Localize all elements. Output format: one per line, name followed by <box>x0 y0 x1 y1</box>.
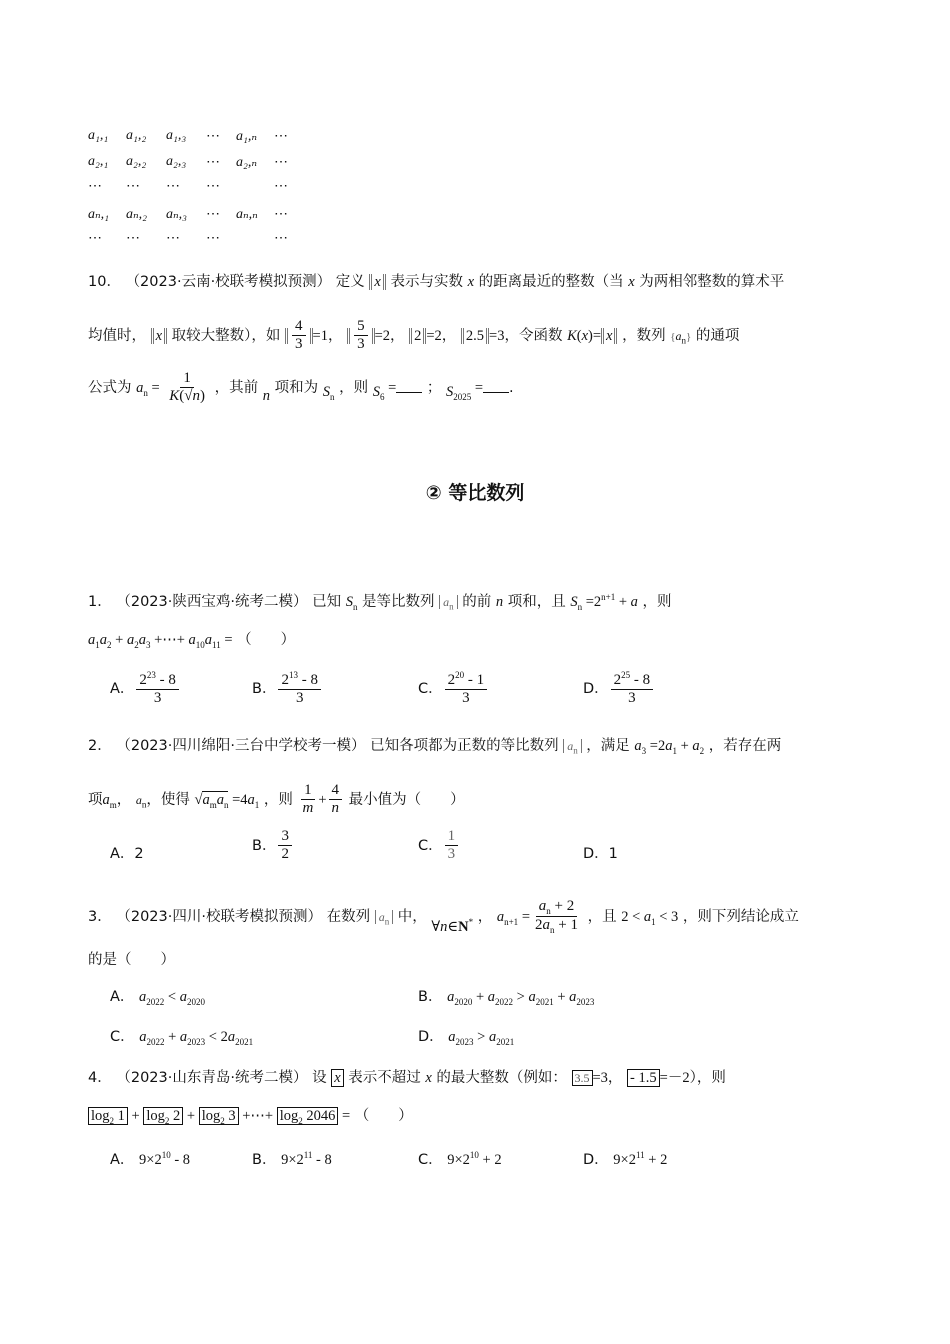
q1-option-b[interactable]: B． $\frac{2^{13} - 8}{3}$ <box>252 670 323 708</box>
q1-number: 1． <box>88 594 112 610</box>
q2-line1: 2． （2023·四川绵阳·三台中学校考一模） 已知各项都为正数的等比数列 $a_n$ ，满足 $a_3 =2a_1 + a_2$ ，若存在两 <box>88 738 782 756</box>
matrix-cell: aₙ,₂ <box>126 207 148 222</box>
matrix-cell: a₂,₃ <box>166 154 187 169</box>
matrix-cell: a₁,₃ <box>166 128 187 143</box>
q2-option-c[interactable]: C． $\frac{1}{3}$ <box>418 828 460 864</box>
q3-option-c[interactable]: C． $a_{2022} + a_{2023} < 2a_{2021}$ <box>110 1029 254 1047</box>
q4-number: 4． <box>88 1070 112 1086</box>
q3-option-b[interactable]: B． $a_{2020} + a_{2022} > a_{2021} + a_{2023}$ <box>418 989 595 1007</box>
q2-line2: 项$a_m$， $a_n$，使得 $√a_ma_n =4a_1$ ，则 $\frac{1}{m}$ + $\frac{4}{n}$ 最小值为（ ） <box>88 782 465 817</box>
matrix-cell: aₙ,ₙ <box>236 207 258 222</box>
q2-option-a[interactable]: A．2 <box>110 846 144 862</box>
section-title: ② 等比数列 <box>425 482 525 504</box>
q2-option-d[interactable]: D．1 <box>583 846 618 862</box>
matrix-cell: ⋯ <box>126 179 140 194</box>
matrix-cell: ⋯ <box>274 231 288 246</box>
matrix-cell: aₙ,₃ <box>166 207 188 222</box>
q1-option-c[interactable]: C． $\frac{2^{20} - 1}{3}$ <box>418 670 489 708</box>
matrix-cell: ⋯ <box>166 179 180 194</box>
q4-option-d[interactable]: D． $9\times 2^{11} + 2$ <box>583 1150 668 1168</box>
q2-number: 2． <box>88 738 112 754</box>
q3-source: （2023·四川·校联考模拟预测） <box>116 908 322 925</box>
matrix-cell: a₁,ₙ <box>236 129 258 144</box>
matrix-cell: a₂,₁ <box>88 154 109 169</box>
matrix-cell: a₂,ₙ <box>236 155 258 170</box>
q10-line3: 公式为 $a_n$ = $\frac{1}{K(√n)}$ ，其前 n 项和为 $S_n$ ，则 $S_6$ = ； $S_{2025}$ = . <box>88 370 514 405</box>
matrix-cell: ⋯ <box>166 231 180 246</box>
matrix-cell: aₙ,₁ <box>88 207 110 222</box>
q2-source: （2023·四川绵阳·三台中学校考一模） <box>116 738 366 754</box>
q10-line1: 10． （2023·云南·校联考模拟预测） 定义 x 表示与实数 x 的距离最近的整数（当 x 为两相邻整数的算术平 <box>88 274 785 290</box>
q1-line1: 1． （2023·陕西宝鸡·统考二模） 已知 $S_n$ 是等比数列 $a_n$ 的前 n 项和，且 $S_n =2^{n+1} + a$ ，则 <box>88 592 672 612</box>
q4-option-b[interactable]: B． $9\times 2^{11} - 8$ <box>252 1150 332 1168</box>
matrix-cell: a₁,₁ <box>88 128 109 143</box>
matrix-cell: ⋯ <box>274 207 288 222</box>
matrix-cell: ⋯ <box>126 231 140 246</box>
q3-option-d[interactable]: D． $a_{2023} > a_{2021}$ <box>418 1029 515 1047</box>
q1-source: （2023·陕西宝鸡·统考二模） <box>116 594 308 610</box>
q1-option-a[interactable]: A． $\frac{2^{23} - 8}{3}$ <box>110 670 181 708</box>
matrix-cell: ⋯ <box>206 207 220 222</box>
answer-blank-s2025[interactable] <box>483 382 509 393</box>
q3-option-a[interactable]: A． $a_{2022} < a_{2020}$ <box>110 989 205 1007</box>
q1-line2: $a_1a_2 + a_2a_3$ +⋯+ $a_{10}a_{11}$ = （ ） <box>88 632 296 650</box>
q3-number: 3． <box>88 908 112 925</box>
matrix-cell: a₁,₂ <box>126 128 147 143</box>
q2-option-b[interactable]: B． $\frac{3}{2}$ <box>252 828 294 864</box>
q4-line2: $\log_2 1 + \log_2 2 + \log_2 3$ +⋯+ $\log_2 2046$ = （ ） <box>88 1104 413 1126</box>
q10-line2: 均值时， x 取较大整数），如 $\frac{4}{3}$ =1， $\frac{5}{3}$ =2， 2 =2， 2.5 =3，令函数 K(x)= x ，数列 $\{a_n\}$ 的通项 <box>88 318 740 353</box>
q4-option-c[interactable]: C． $9\times 2^{10} + 2$ <box>418 1150 502 1168</box>
matrix-cell: ⋯ <box>206 231 220 246</box>
matrix-cell: ⋯ <box>206 155 220 170</box>
q3-line2: 的是（ ） <box>88 952 175 968</box>
matrix-cell: a₂,₂ <box>126 154 147 169</box>
answer-blank-s6[interactable] <box>396 382 422 393</box>
q10-source: （2023·云南·校联考模拟预测） <box>125 274 332 290</box>
matrix-cell: ⋯ <box>206 179 220 194</box>
q3-line1: 3． （2023·四川·校联考模拟预测） 在数列 $a_n$ 中， ∀n∈N* ， $a_{n+1}$ = $\frac{a_n + 2}{2a_n + 1}$ ，且 $2 < a_1 < 3$ ，则下列结论成立 <box>88 898 799 936</box>
matrix-cell: ⋯ <box>274 129 288 144</box>
q4-option-a[interactable]: A． $9\times 2^{10} - 8$ <box>110 1150 191 1168</box>
matrix-cell: ⋯ <box>206 129 220 144</box>
matrix-cell: ⋯ <box>88 231 102 246</box>
matrix-cell: ⋯ <box>88 179 102 194</box>
q4-line1: 4． （2023·山东青岛·统考二模） 设 x 表示不超过 x 的最大整数（例如： 3.5 =3， - 1.5 =－2），则 <box>88 1070 726 1086</box>
matrix-cell: ⋯ <box>274 155 288 170</box>
matrix-cell: ⋯ <box>274 179 288 194</box>
q4-source: （2023·山东青岛·统考二模） <box>116 1070 308 1086</box>
q1-option-d[interactable]: D． $\frac{2^{25} - 8}{3}$ <box>583 670 655 708</box>
q10-number: 10． <box>88 274 121 290</box>
